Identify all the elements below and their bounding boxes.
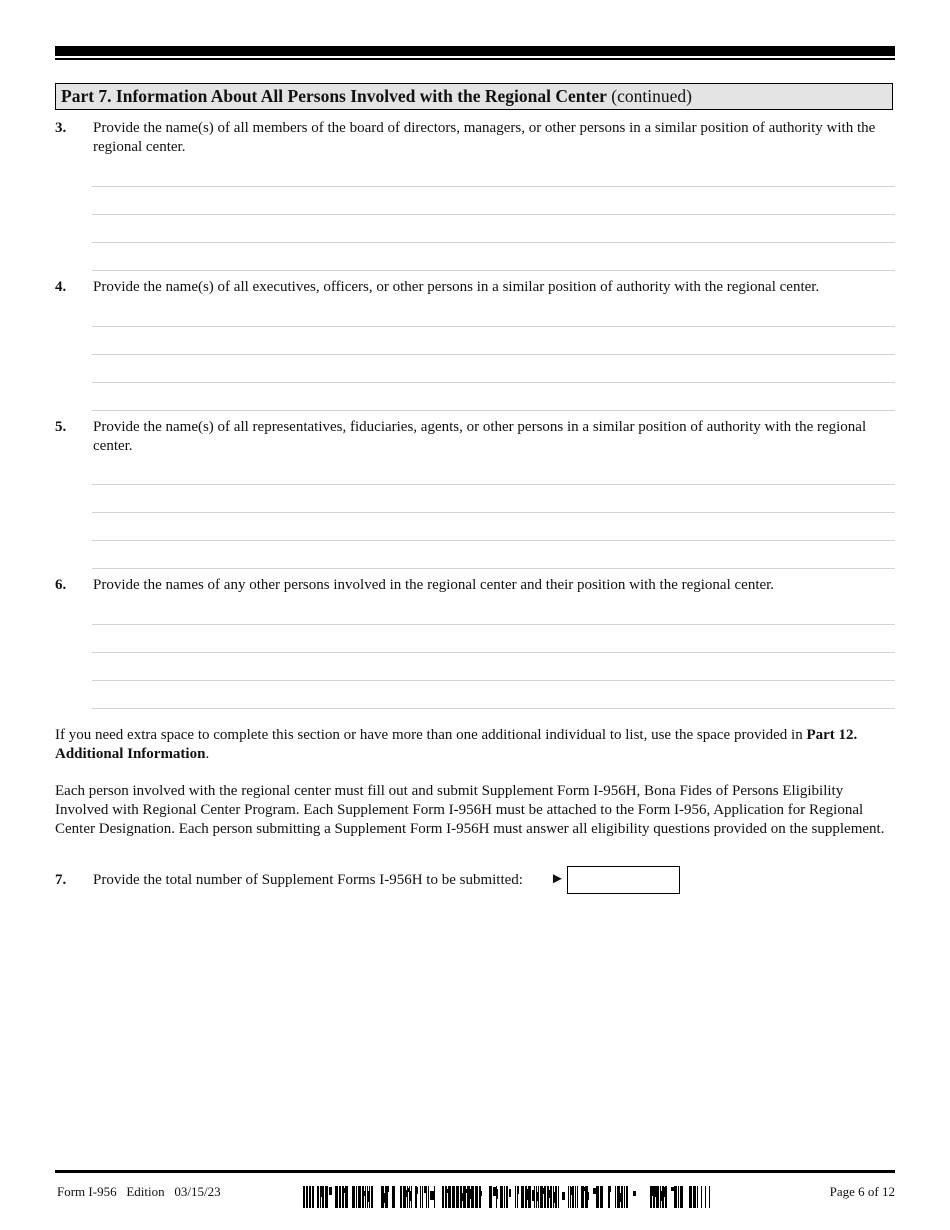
q6-answer-line-1[interactable] (92, 624, 895, 625)
q4-answer-line-2[interactable] (92, 354, 895, 355)
top-rule-thin (55, 58, 895, 60)
page-number: Page 6 of 12 (829, 1184, 895, 1199)
q5-answer-line-4[interactable] (92, 568, 895, 569)
question-3 (55, 119, 895, 157)
extra-space-note (55, 726, 895, 764)
question-text: Provide the total number of Supplement Forms I-956H to be submitted: (93, 872, 523, 888)
q4-answer-line-4[interactable] (92, 410, 895, 411)
form-edition: Form I-956 Edition 03/15/23 (57, 1184, 221, 1199)
q6-answer-line-4[interactable] (92, 708, 895, 709)
q4-answer-line-3[interactable] (92, 382, 895, 383)
question-text: Provide the name(s) of all members of the board of directors, managers, or other persons in a similar position of authority with the regional center. (93, 120, 876, 155)
question-number: 6. (55, 577, 67, 593)
question-5 (55, 418, 895, 456)
note-end: . (205, 746, 210, 762)
q3-answer-line-2[interactable] (92, 214, 895, 215)
q6-answer-line-3[interactable] (92, 680, 895, 681)
q3-answer-line-1[interactable] (92, 186, 895, 187)
question-number: 3. (55, 120, 67, 136)
q5-answer-line-1[interactable] (92, 484, 895, 485)
q5-answer-line-3[interactable] (92, 540, 895, 541)
arrow-icon: ► (550, 871, 565, 887)
barcode-icon (303, 1186, 713, 1208)
supplement-paragraph: Each person involved with the regional center must fill out and submit Supplement Form I-956H, Bona Fides of Persons Eligibility Involved with Regional Center Program. Each Supplement Form I-956H must be attached to the Form I-956, Application for Regional Center Designation. Each person submitting a Supplement Form I-956H must answer all eligibility questions provided on the supplement. (55, 783, 885, 837)
section-header (55, 83, 893, 110)
question-text: Provide the names of any other persons involved in the regional center and their position with the regional center. (93, 577, 775, 593)
supplement-count-input[interactable] (567, 866, 680, 894)
question-number: 5. (55, 419, 67, 435)
q6-answer-line-2[interactable] (92, 652, 895, 653)
note-bold-ref: Part 12. Additional Information (55, 727, 858, 762)
bottom-rule (55, 1170, 895, 1173)
q4-answer-line-1[interactable] (92, 326, 895, 327)
q3-answer-line-3[interactable] (92, 242, 895, 243)
question-text: Provide the name(s) of all representatives, fiduciaries, agents, or other persons in a similar position of authority with the regional center. (93, 419, 867, 454)
top-rule-thick (55, 46, 895, 56)
q5-answer-line-2[interactable] (92, 512, 895, 513)
section-title-suffix: (continued) (606, 86, 692, 106)
question-6 (55, 576, 895, 595)
question-text: Provide the name(s) of all executives, officers, or other persons in a similar position of authority with the regional center. (93, 279, 820, 295)
question-number: 7. (55, 872, 67, 888)
note-text: If you need extra space to complete this section or have more than one additional individual to list, use the space provided in (55, 727, 807, 743)
question-number: 4. (55, 279, 67, 295)
question-7 (55, 871, 895, 890)
question-4 (55, 278, 895, 297)
q3-answer-line-4[interactable] (92, 270, 895, 271)
section-title: Part 7. Information About All Persons Involved with the Regional Center (61, 86, 607, 106)
